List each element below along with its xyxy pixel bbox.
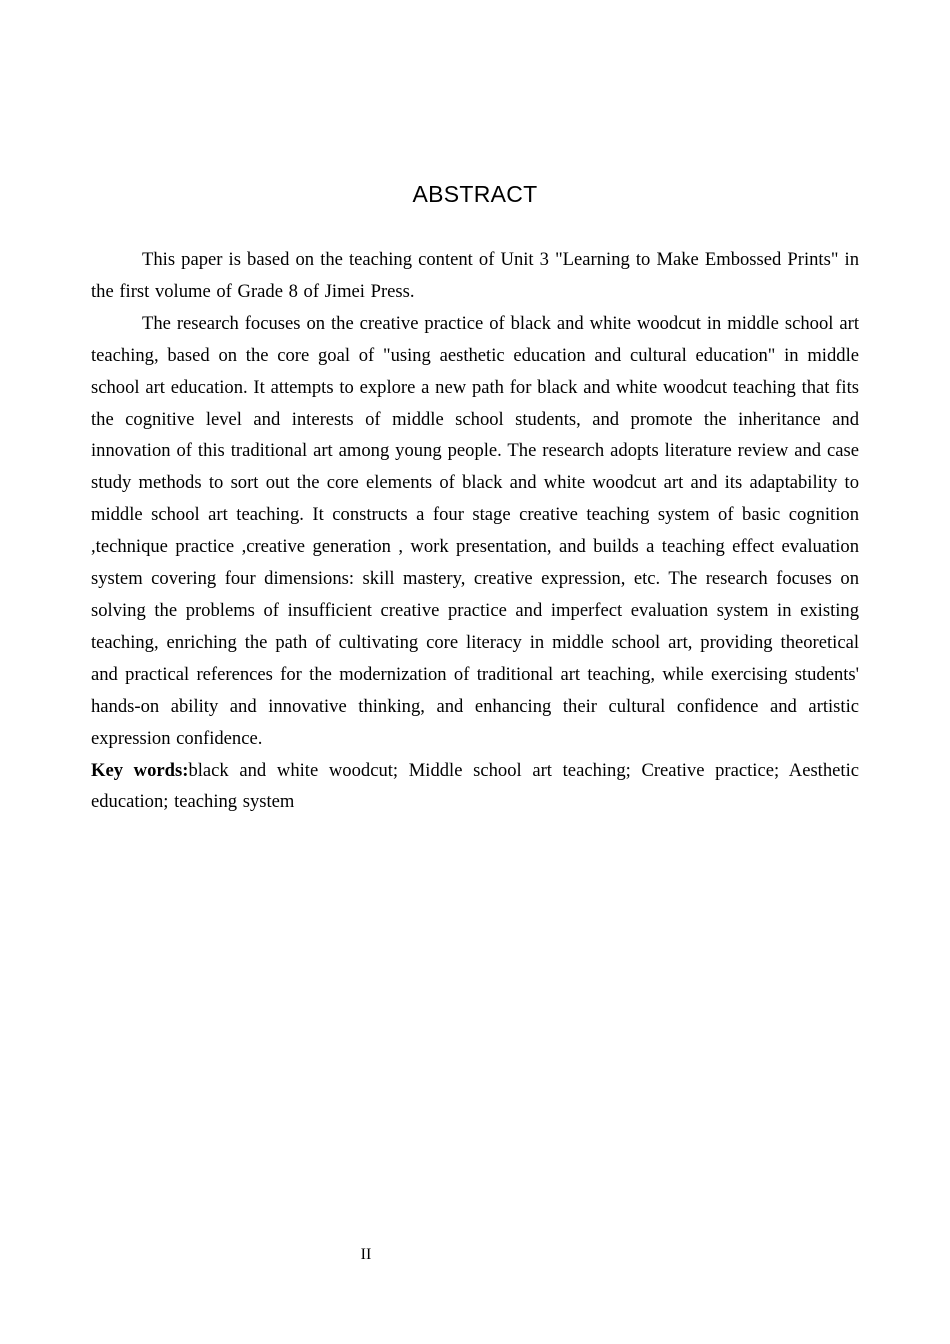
keywords-line: [91, 755, 859, 819]
abstract-title: ABSTRACT: [412, 181, 538, 207]
keywords-label: Key words:: [91, 759, 189, 781]
page-number: II: [360, 1246, 372, 1263]
abstract-paragraph-1: This paper is based on the teaching content of Unit 3 "Learning to Make Embossed Prints" in the first volume of Grade 8 of Jimei Press.: [91, 249, 859, 302]
abstract-body: [91, 244, 859, 818]
abstract-paragraph-2: The research focuses on the creative practice of black and white woodcut in middle school art teaching, based on the core goal of "using aesthetic education and cultural education" in middle school art education. It attempts to explore a new path for black and white woodcut teaching that fits the cognitive level and interests of middle school students, and promote the inheritance and innovation of this traditional art among young people. The research adopts literature review and case study methods to sort out the core elements of black and white woodcut art and its adaptability to middle school art teaching. It constructs a four stage creative teaching system of basic cognition ,technique practice ,creative generation , work presentation, and builds a teaching effect evaluation system covering four dimensions: skill mastery, creative expression, etc. The research focuses on solving the problems of insufficient creative practice and imperfect evaluation system in existing teaching, enriching the path of cultivating core literacy in middle school art, providing theoretical and practical references for the modernization of traditional art teaching, while exercising students' hands-on ability and innovative thinking, and enhancing their cultural confidence and artistic expression confidence.: [91, 312, 859, 749]
keywords-text: black and white woodcut; Middle school art teaching; Creative practice; Aesthetic education; teaching system: [91, 759, 859, 813]
